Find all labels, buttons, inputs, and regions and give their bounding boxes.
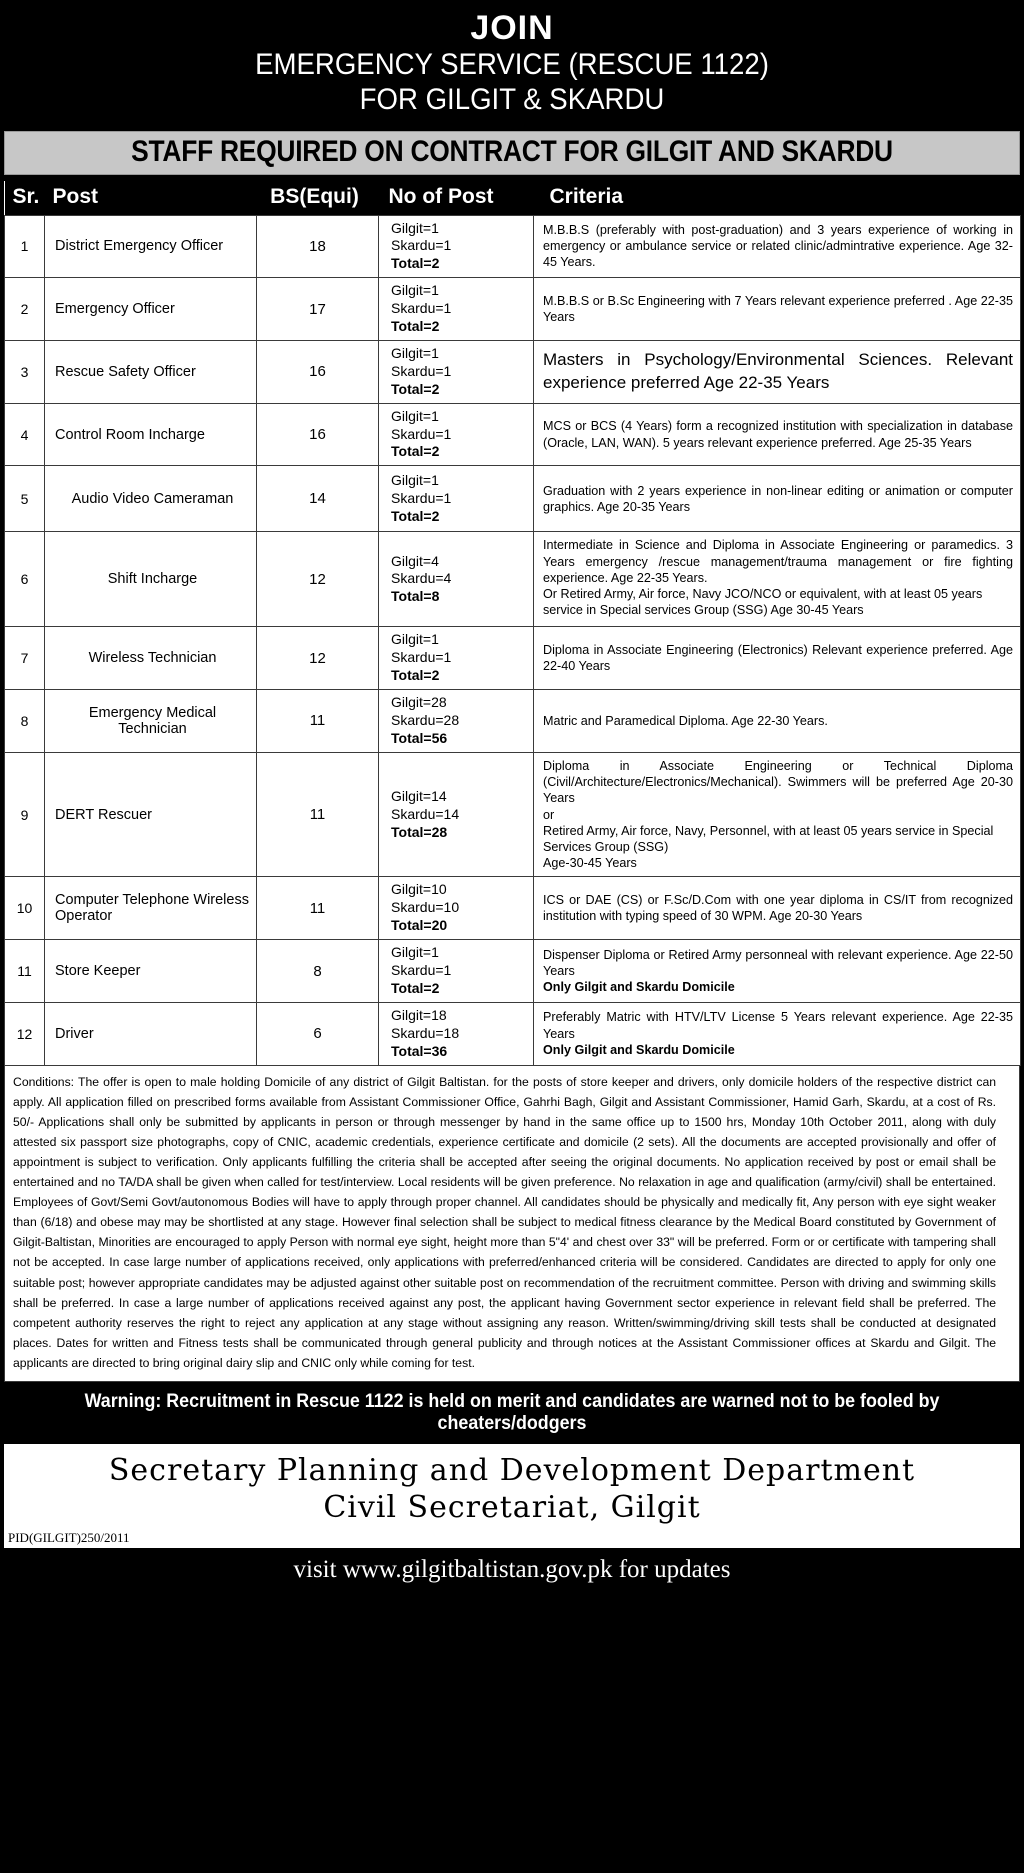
cell-bs-scale: 14 bbox=[257, 466, 379, 532]
post-count-skardu: Skardu=18 bbox=[391, 1024, 460, 1041]
post-count-skardu: Skardu=1 bbox=[391, 237, 452, 254]
cell-bs-scale: 11 bbox=[257, 690, 379, 753]
header-region-line: FOR GILGIT & SKARDU bbox=[359, 83, 665, 117]
cell-sr: 9 bbox=[5, 752, 45, 877]
criteria-line: Diploma in Associate Engineering or Technical Diploma (Civil/Architecture/Electronics/Mechanical). Swimmers will be preferred Age 20-30 Years bbox=[543, 758, 1013, 806]
cell-bs-scale: 12 bbox=[257, 532, 379, 627]
post-count-total: Total=28 bbox=[391, 823, 448, 840]
signature-authority: Secretary Planning and Development Department bbox=[108, 1453, 916, 1489]
cell-bs-scale: 18 bbox=[257, 215, 379, 278]
cell-bs-scale: 16 bbox=[257, 340, 379, 403]
cell-criteria bbox=[534, 627, 1021, 690]
criteria-domicile-note: Only Gilgit and Skardu Domicile bbox=[543, 1042, 735, 1057]
cell-bs-scale: 17 bbox=[257, 278, 379, 341]
post-count-total: Total=8 bbox=[391, 588, 440, 605]
banner-text: STAFF REQUIRED ON CONTRACT FOR GILGIT AND SKARDU bbox=[131, 134, 893, 168]
cell-no-of-post bbox=[379, 940, 534, 1003]
criteria-line: Matric and Paramedical Diploma. Age 22-30 Years. bbox=[543, 713, 828, 728]
criteria-line: ICS or DAE (CS) or F.Sc/D.Com with one year diploma in CS/IT from recognized institution with typing speed of 30 WPM. Age 20-30 Years bbox=[543, 893, 1013, 924]
warning-text: Warning: Recruitment in Rescue 1122 is held on merit and candidates are warned not to be fooled by cheaters/dodgers bbox=[84, 1391, 940, 1435]
column-header-sr: Sr. bbox=[5, 181, 45, 216]
table-row bbox=[5, 340, 1021, 403]
cell-bs-scale: 11 bbox=[257, 752, 379, 877]
table-row bbox=[5, 690, 1021, 753]
jobs-table-head bbox=[5, 181, 1021, 216]
cell-criteria bbox=[534, 278, 1021, 341]
post-count-total: Total=2 bbox=[391, 667, 440, 684]
post-count-gilgit: Gilgit=1 bbox=[391, 631, 439, 648]
header-join-title: JOIN bbox=[470, 9, 554, 47]
table-row bbox=[5, 1002, 1021, 1065]
criteria-line: Diploma in Associate Engineering (Electronics) Relevant experience preferred. Age 22-40 Years bbox=[543, 643, 1013, 674]
post-count-gilgit: Gilgit=1 bbox=[391, 344, 439, 361]
advert-header bbox=[0, 0, 1024, 124]
post-count-gilgit: Gilgit=4 bbox=[391, 552, 439, 569]
cell-criteria bbox=[534, 877, 1021, 940]
criteria-line: M.B.B.S (preferably with post-graduation) and 3 years experience of working in emergency or ambulance service or related clinic/admintrative experience. Age 32-45 Years. bbox=[543, 223, 1013, 270]
criteria-line: Intermediate in Science and Diploma in Associate Engineering or paramedics. 3 Years emergency /rescue management/trauma management or fire fighting experience. Age 22-35 Years. bbox=[543, 538, 1013, 585]
post-count-skardu: Skardu=14 bbox=[391, 805, 460, 822]
post-count-total: Total=2 bbox=[391, 507, 440, 524]
post-count-gilgit: Gilgit=1 bbox=[391, 944, 439, 961]
cell-post: Rescue Safety Officer bbox=[45, 340, 257, 403]
criteria-line: Age-30-45 Years bbox=[543, 856, 637, 871]
warning-bar bbox=[0, 1382, 1024, 1444]
column-header-post: Post bbox=[45, 181, 257, 216]
cell-bs-scale: 8 bbox=[257, 940, 379, 1003]
table-row bbox=[5, 215, 1021, 278]
table-row bbox=[5, 466, 1021, 532]
cell-sr: 10 bbox=[5, 877, 45, 940]
table-row bbox=[5, 278, 1021, 341]
post-count-skardu: Skardu=28 bbox=[391, 712, 460, 728]
cell-sr: 12 bbox=[5, 1002, 45, 1065]
cell-no-of-post bbox=[379, 1002, 534, 1065]
cell-criteria bbox=[534, 532, 1021, 627]
jobs-table-container bbox=[4, 181, 1020, 1066]
cell-bs-scale: 11 bbox=[257, 877, 379, 940]
conditions-box bbox=[4, 1066, 1020, 1382]
cell-post: Computer Telephone Wireless Operator bbox=[45, 877, 257, 940]
cell-post: Shift Incharge bbox=[45, 532, 257, 627]
post-count-gilgit: Gilgit=14 bbox=[391, 787, 447, 804]
pid-reference: PID(GILGIT)250/2011 bbox=[8, 1530, 130, 1546]
criteria-line: Masters in Psychology/Environmental Sciences. Relevant experience preferred Age 22-35 Years bbox=[543, 350, 1013, 392]
cell-no-of-post bbox=[379, 403, 534, 466]
post-count-skardu: Skardu=1 bbox=[391, 425, 452, 442]
post-count-gilgit: Gilgit=1 bbox=[391, 282, 439, 299]
post-count-gilgit: Gilgit=1 bbox=[391, 407, 439, 424]
header-service-line: EMERGENCY SERVICE (RESCUE 1122) bbox=[255, 47, 769, 81]
post-count-skardu: Skardu=1 bbox=[391, 649, 452, 666]
cell-sr: 6 bbox=[5, 532, 45, 627]
visit-website-text: visit www.gilgitbaltistan.gov.pk for updates bbox=[293, 1556, 731, 1584]
cell-post: District Emergency Officer bbox=[45, 215, 257, 278]
post-count-skardu: Skardu=4 bbox=[391, 570, 452, 587]
post-count-total: Total=56 bbox=[391, 729, 448, 746]
cell-no-of-post bbox=[379, 690, 534, 753]
post-count-total: Total=2 bbox=[391, 255, 440, 272]
cell-no-of-post bbox=[379, 752, 534, 877]
cell-no-of-post bbox=[379, 877, 534, 940]
jobs-table-body bbox=[5, 215, 1021, 1065]
post-count-gilgit: Gilgit=1 bbox=[391, 219, 439, 236]
cell-sr: 5 bbox=[5, 466, 45, 532]
post-count-total: Total=2 bbox=[391, 380, 440, 397]
table-row bbox=[5, 403, 1021, 466]
cell-criteria bbox=[534, 690, 1021, 753]
visit-bar bbox=[0, 1548, 1024, 1594]
cell-criteria bbox=[534, 403, 1021, 466]
post-count-total: Total=2 bbox=[391, 318, 440, 335]
post-count-total: Total=2 bbox=[391, 443, 440, 460]
cell-criteria bbox=[534, 752, 1021, 877]
cell-no-of-post bbox=[379, 627, 534, 690]
criteria-line: or bbox=[543, 807, 555, 822]
cell-post: Wireless Technician bbox=[45, 627, 257, 690]
cell-criteria bbox=[534, 340, 1021, 403]
cell-no-of-post bbox=[379, 278, 534, 341]
post-count-gilgit: Gilgit=1 bbox=[391, 472, 439, 489]
staff-required-banner bbox=[4, 131, 1020, 175]
signature-location: Civil Secretariat, Gilgit bbox=[323, 1490, 701, 1526]
cell-post: Control Room Incharge bbox=[45, 403, 257, 466]
post-count-skardu: Skardu=10 bbox=[391, 899, 460, 916]
criteria-line: Retired Army, Air force, Navy, Personnel, with at least 05 years service in Special Services Group (SSG) bbox=[543, 823, 994, 854]
jobs-table bbox=[4, 181, 1021, 1066]
table-row bbox=[5, 940, 1021, 1003]
post-count-total: Total=36 bbox=[391, 1042, 448, 1059]
post-count-gilgit: Gilgit=28 bbox=[391, 694, 447, 711]
cell-post: Audio Video Cameraman bbox=[45, 466, 257, 532]
post-count-total: Total=20 bbox=[391, 917, 448, 934]
criteria-line: Graduation with 2 years experience in non-linear editing or animation or computer graphics. Age 20-35 Years bbox=[543, 483, 1013, 514]
cell-no-of-post bbox=[379, 340, 534, 403]
cell-post: Driver bbox=[45, 1002, 257, 1065]
cell-no-of-post bbox=[379, 215, 534, 278]
post-count-total: Total=2 bbox=[391, 979, 440, 996]
table-header-row bbox=[5, 181, 1021, 216]
criteria-line: Dispenser Diploma or Retired Army personneal with relevant experience. Age 22-50 Years bbox=[543, 947, 1013, 978]
criteria-line: M.B.B.S or B.Sc Engineering with 7 Years relevant experience preferred . Age 22-35 Years bbox=[543, 293, 1013, 325]
criteria-line: Or Retired Army, Air force, Navy JCO/NCO or equivalent, with at least 05 years service in Special services Group (SSG) Age 30-45 Years bbox=[543, 587, 983, 618]
cell-sr: 7 bbox=[5, 627, 45, 690]
post-count-skardu: Skardu=1 bbox=[391, 489, 452, 506]
column-header-bs: BS(Equi) bbox=[257, 181, 379, 216]
cell-bs-scale: 12 bbox=[257, 627, 379, 690]
cell-sr: 1 bbox=[5, 215, 45, 278]
post-count-skardu: Skardu=1 bbox=[391, 300, 452, 317]
cell-post: Emergency Medical Technician bbox=[45, 690, 257, 753]
cell-no-of-post bbox=[379, 532, 534, 627]
cell-criteria bbox=[534, 466, 1021, 532]
cell-criteria bbox=[534, 1002, 1021, 1065]
table-row bbox=[5, 532, 1021, 627]
cell-post: DERT Rescuer bbox=[45, 752, 257, 877]
table-row bbox=[5, 627, 1021, 690]
cell-bs-scale: 16 bbox=[257, 403, 379, 466]
conditions-text: Conditions: The offer is open to male holding Domicile of any district of Gilgit Baltistan. for the posts of store keeper and drivers, only domicile holders of the respective district can apply. All application filled on prescribed forms available from Assistant Commissioner Office, Gahrhi Bagh, Gilgit and Assistant Commissioner, Hamid Garh, Skardu, at a cost of Rs. 50/- Applications shall only be submitted by applicants in person or through messenger by hand in the same office up to 1500 hrs, Monday 10th October 2011, along with duly attested six passport size photographs, copy of CNIC, academic credentials, experience certificate and domicile (2 sets). All the documents are accepted provisionally and offer of appointment is subject to verification. Only applicants fulfilling the criteria shall be accepted after seeing the original documents. No application received by post or email shall be entertained and no TA/DA shall be given when called for test/interview. Local residents will be given preference. No relaxation in age and qualification (army/civil) shall be entertained. Employees of Govt/Semi Govt/autonomous Bodies will have to apply through proper channel. All candidates should be physically and medically fit, Any person with eye sight weaker than (6/18) and obese may may be shortlisted at any stage. However final selection shall be subject to medical fitness clearance by the Medical Board constituted by Government of Gilgit-Baltistan, Minorities are encouraged to apply Person with normal eye sight, height more than 5"4' and chest over 33" will be preferred. Form or or certificate with tampering shall not be accepted. In case large number of applications received, only applications with preferred/enhanced criteria will be considered. Candidates are directed to apply for only one suitable post; however appropriate candidates may be adjusted against other suitable post on recommendation of the recruitment committee. Person with driving and swimming skills shall be preferred. In case a large number of applications received against any post, the applicant having Government sector experience in relevant field shall be preferred. The competent authority reserves the right to reject any application at any stage without assigning any reason. Written/swimming/driving skill tests shall be conducted at designated places. Dates for written and Fitness tests shall be communicated through general publicity and through notices at the Assistant Commissioner offices at Skardu and Gilgit. The applicants are directed to bring original dairy slip and CNIC only while coming for test. bbox=[13, 1074, 997, 1370]
criteria-line: MCS or BCS (4 Years) form a recognized institution with specialization in database (Oracle, LAN, WAN). 5 years relevant experience preferred. Age 25-35 Years bbox=[543, 419, 1013, 450]
cell-sr: 3 bbox=[5, 340, 45, 403]
cell-post: Store Keeper bbox=[45, 940, 257, 1003]
cell-sr: 8 bbox=[5, 690, 45, 753]
cell-sr: 11 bbox=[5, 940, 45, 1003]
table-row bbox=[5, 877, 1021, 940]
column-header-criteria: Criteria bbox=[534, 181, 1021, 216]
cell-sr: 4 bbox=[5, 403, 45, 466]
post-count-skardu: Skardu=1 bbox=[391, 362, 452, 379]
column-header-no-of-post: No of Post bbox=[379, 181, 534, 216]
criteria-domicile-note: Only Gilgit and Skardu Domicile bbox=[543, 980, 735, 995]
post-count-skardu: Skardu=1 bbox=[391, 962, 452, 979]
cell-criteria bbox=[534, 940, 1021, 1003]
cell-no-of-post bbox=[379, 466, 534, 532]
criteria-line: Preferably Matric with HTV/LTV License 5 Years relevant experience. Age 22-35 Years bbox=[543, 1010, 1013, 1041]
table-row bbox=[5, 752, 1021, 877]
cell-post: Emergency Officer bbox=[45, 278, 257, 341]
post-count-gilgit: Gilgit=18 bbox=[391, 1006, 447, 1023]
cell-sr: 2 bbox=[5, 278, 45, 341]
cell-criteria bbox=[534, 215, 1021, 278]
post-count-gilgit: Gilgit=10 bbox=[391, 881, 447, 898]
signature-block bbox=[4, 1444, 1020, 1548]
cell-bs-scale: 6 bbox=[257, 1002, 379, 1065]
